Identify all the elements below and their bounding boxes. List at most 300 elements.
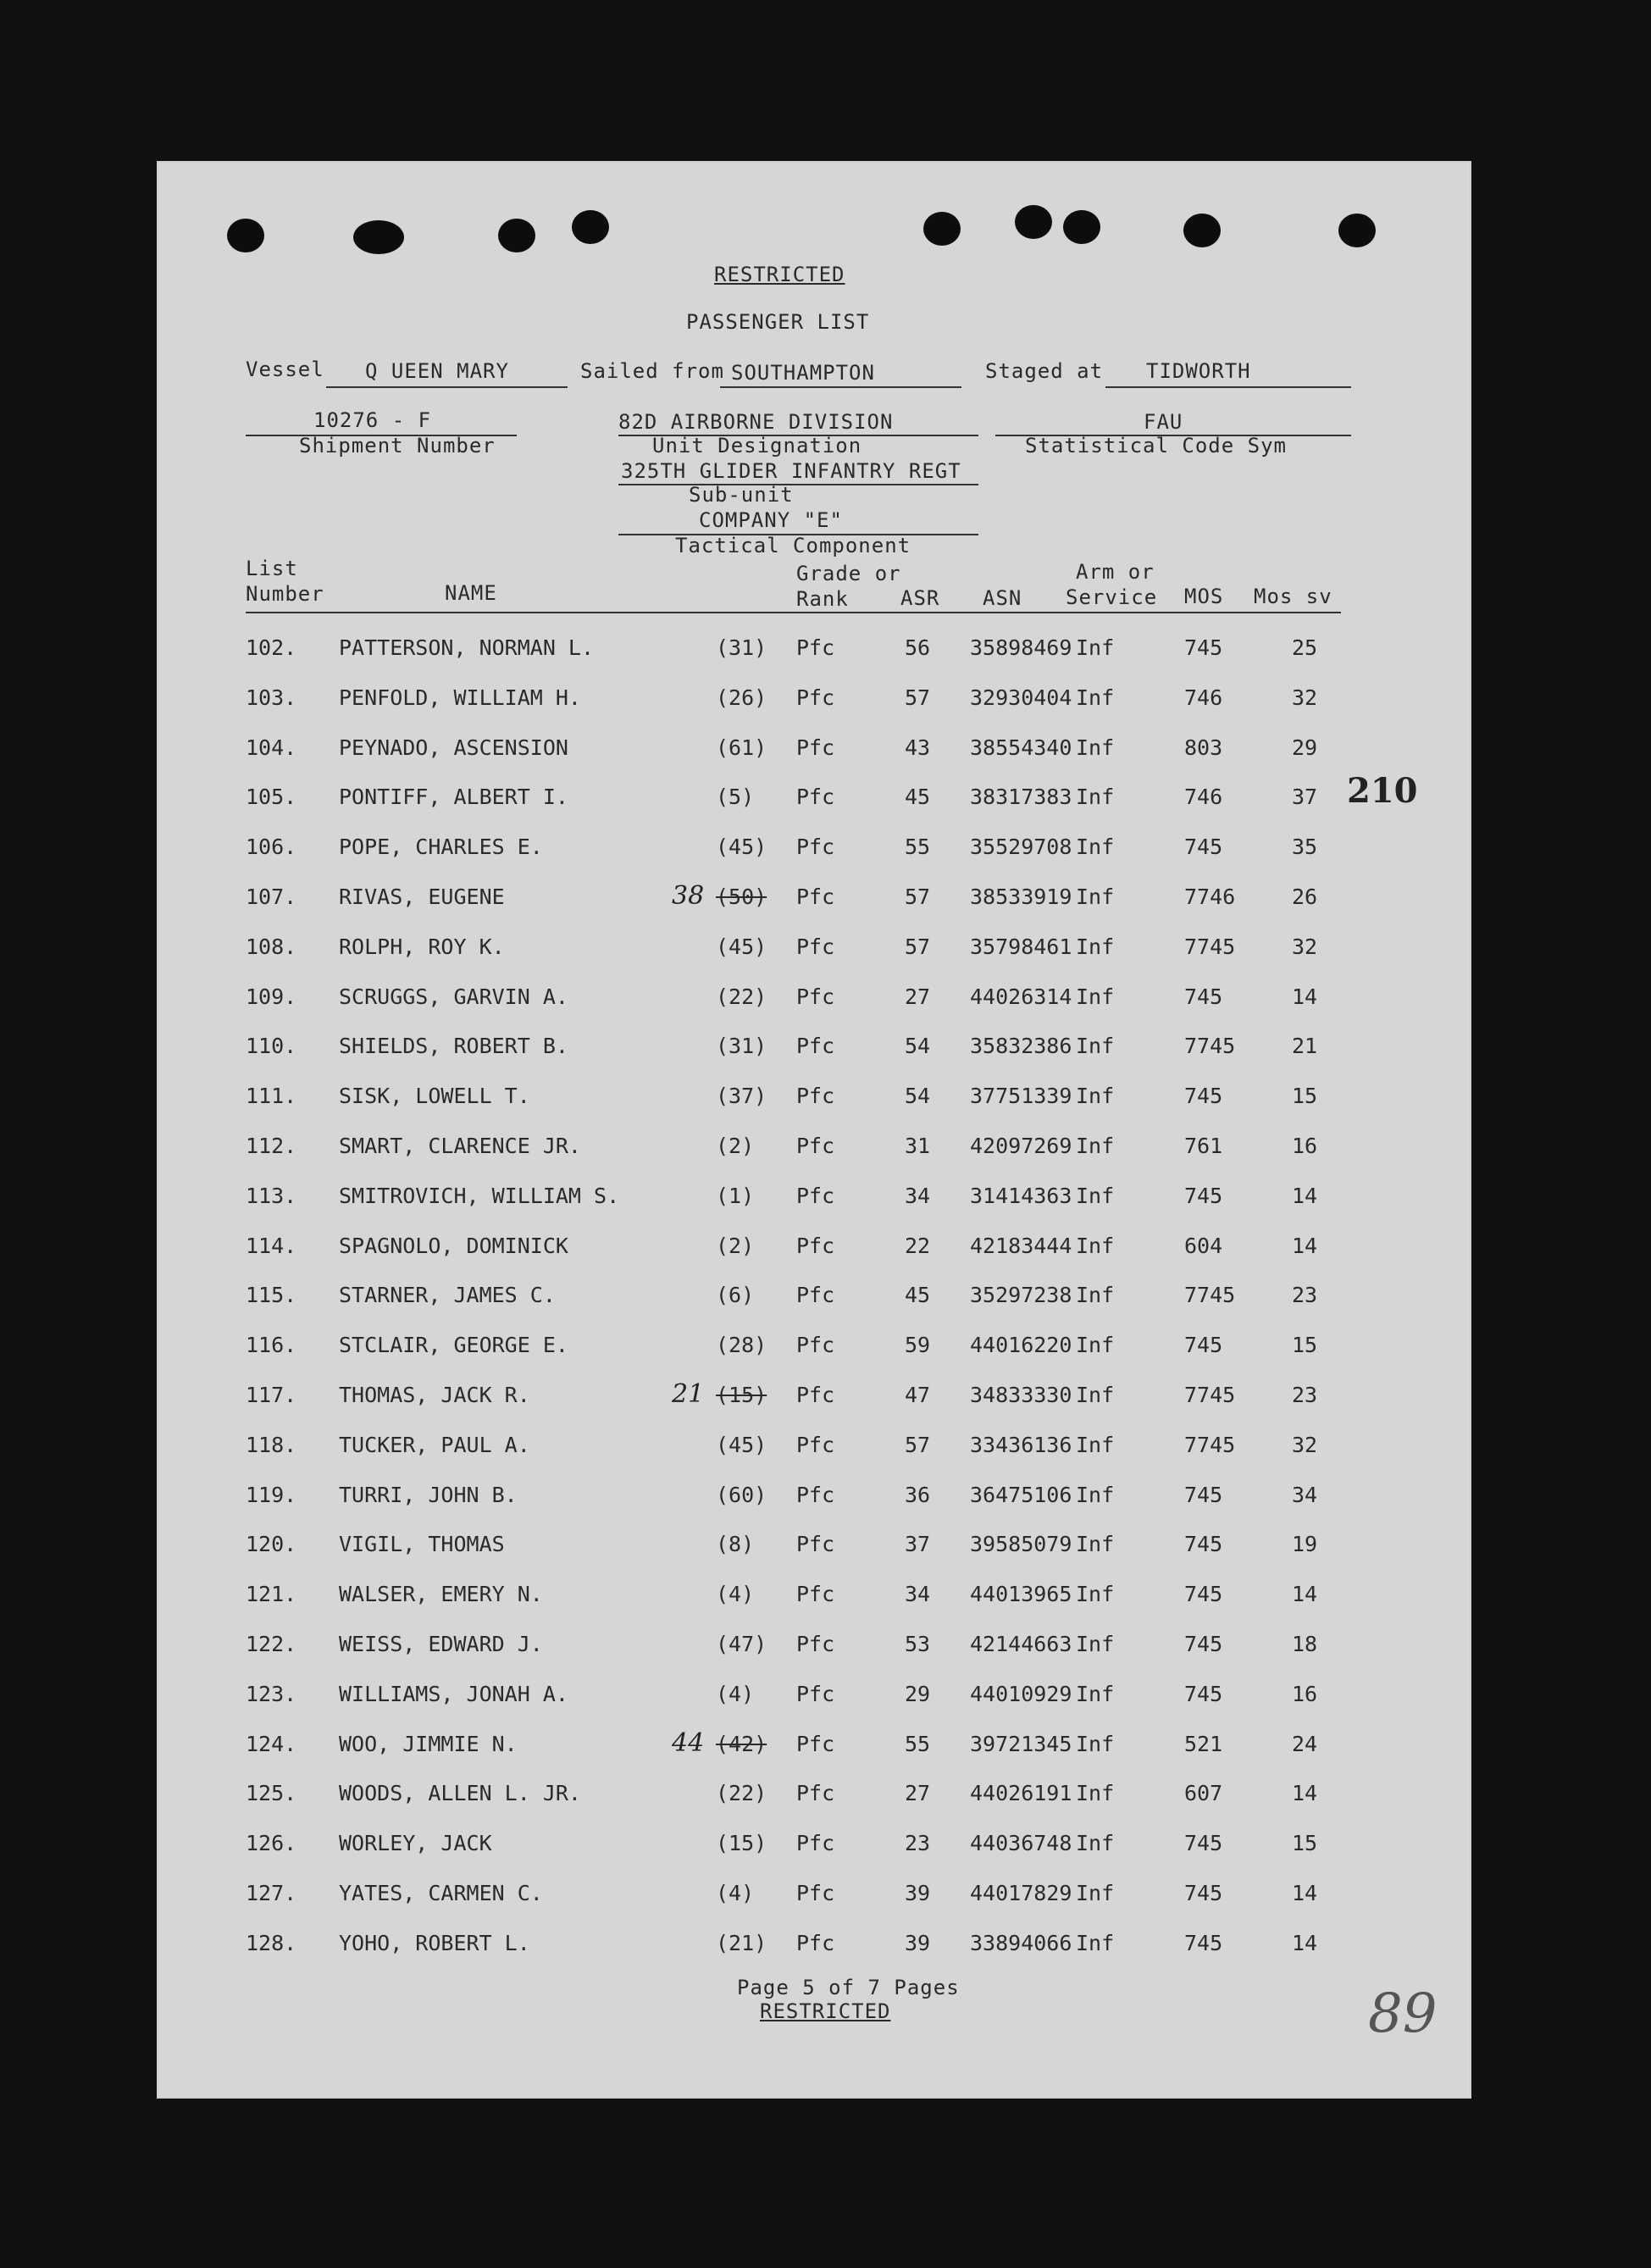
code-number: (22) [716,1781,767,1805]
asn: 31414363 [970,1184,1072,1208]
passenger-name: SPAGNOLO, DOMINICK [339,1234,568,1258]
rank: Pfc [796,934,835,959]
asn: 35898469 [970,635,1072,660]
code-number: (5) [716,785,755,809]
asn: 39585079 [970,1532,1072,1556]
arm-service: Inf [1076,1084,1115,1108]
asn: 42097269 [970,1134,1072,1158]
rank: Pfc [796,1931,835,1955]
asr: 39 [905,1931,931,1955]
mos: 7745 [1184,1433,1236,1457]
code-number: (4) [716,1682,755,1706]
table-row [157,1184,1471,1217]
asr: 45 [905,1283,931,1307]
table-row [157,1134,1471,1167]
asr: 55 [905,835,931,859]
code-number: (31) [716,635,767,660]
punch-hole [353,220,404,254]
subunit-label: Sub-unit [689,483,794,507]
asn: 44026314 [970,984,1072,1009]
table-row [157,984,1471,1018]
asr: 57 [905,685,931,710]
col-name: NAME [445,581,497,605]
mos: 745 [1184,1831,1223,1855]
arm-service: Inf [1076,785,1115,809]
code-number: (26) [716,685,767,710]
vessel-label: Vessel [246,358,324,381]
header-rule [246,612,1341,613]
mos: 746 [1184,785,1223,809]
asr: 47 [905,1383,931,1407]
col-arm-label: Arm or [1076,560,1155,584]
table-row [157,1084,1471,1117]
mos-sv: 15 [1292,1084,1318,1108]
staged-underline [1105,386,1351,388]
arm-service: Inf [1076,1632,1115,1656]
col-number-label: Number [246,582,324,606]
restricted-top: RESTRICTED [714,263,845,286]
asr: 29 [905,1682,931,1706]
code-number: (50) [716,884,767,909]
mos: 607 [1184,1781,1223,1805]
mos-sv: 26 [1292,884,1318,909]
arm-service: Inf [1076,1881,1115,1905]
mos-sv: 25 [1292,635,1318,660]
table-row [157,1483,1471,1517]
rank: Pfc [796,1283,835,1307]
asn: 33894066 [970,1931,1072,1955]
arm-service: Inf [1076,635,1115,660]
asr: 43 [905,735,931,760]
asn: 44017829 [970,1881,1072,1905]
passenger-name: ROLPH, ROY K. [339,934,505,959]
col-mos: MOS [1184,585,1224,608]
mos-sv: 14 [1292,1881,1318,1905]
list-number: 127. [246,1881,297,1905]
arm-service: Inf [1076,835,1115,859]
staged-value: TIDWORTH [1146,359,1251,383]
list-number: 125. [246,1781,297,1805]
asr: 39 [905,1881,931,1905]
table-row [157,881,1471,918]
list-number: 107. [246,884,297,909]
punch-hole [923,212,961,246]
table-row [157,635,1471,669]
list-number: 108. [246,934,297,959]
arm-service: Inf [1076,1532,1115,1556]
list-number: 120. [246,1532,297,1556]
code-number: (45) [716,1433,767,1457]
code-number: (60) [716,1483,767,1507]
handwritten-correction: 44 [672,1728,705,1758]
passenger-name: PEYNADO, ASCENSION [339,735,568,760]
arm-service: Inf [1076,685,1115,710]
punch-hole [498,219,535,252]
mos-sv: 14 [1292,1931,1318,1955]
col-rank-label: Rank [796,587,849,611]
asr: 36 [905,1483,931,1507]
code-number: (21) [716,1931,767,1955]
asr: 54 [905,1084,931,1108]
rank: Pfc [796,1333,835,1357]
rank: Pfc [796,1034,835,1058]
arm-service: Inf [1076,1781,1115,1805]
side-number: 210 [1347,771,1418,811]
mos: 7745 [1184,1034,1236,1058]
punch-hole [572,210,609,244]
passenger-name: WORLEY, JACK [339,1831,492,1855]
arm-service: Inf [1076,1034,1115,1058]
rank: Pfc [796,1184,835,1208]
asn: 37751339 [970,1084,1072,1108]
asn: 44010929 [970,1682,1072,1706]
rank: Pfc [796,1134,835,1158]
code-number: (61) [716,735,767,760]
asr: 23 [905,1831,931,1855]
tactical-component-value: COMPANY "E" [699,508,843,532]
arm-service: Inf [1076,1283,1115,1307]
sailed-underline [720,386,961,388]
tactical-component-label: Tactical Component [675,534,911,557]
list-number: 121. [246,1582,297,1606]
mos-sv: 32 [1292,934,1318,959]
arm-service: Inf [1076,1333,1115,1357]
mos-sv: 19 [1292,1532,1318,1556]
table-row [157,1034,1471,1067]
passenger-name: PONTIFF, ALBERT I. [339,785,568,809]
mos: 521 [1184,1732,1223,1756]
rank: Pfc [796,735,835,760]
code-number: (45) [716,835,767,859]
mos-sv: 14 [1292,1184,1318,1208]
shipment-number: 10276 - F [313,408,432,432]
col-grade [796,561,901,612]
code-number: (42) [716,1732,767,1756]
statistical-code-label: Statistical Code Sym [1025,434,1287,457]
table-row [157,1234,1471,1267]
passenger-name: SMART, CLARENCE JR. [339,1134,581,1158]
mos-sv: 15 [1292,1831,1318,1855]
passenger-name: WILLIAMS, JONAH A. [339,1682,568,1706]
table-row [157,1379,1471,1417]
arm-service: Inf [1076,1433,1115,1457]
subunit-underline [618,484,978,485]
col-service-label: Service [1066,585,1158,609]
handwritten-page-number: 89 [1368,1982,1438,2045]
rank: Pfc [796,984,835,1009]
passenger-name: TUCKER, PAUL A. [339,1433,530,1457]
asr: 45 [905,785,931,809]
rank: Pfc [796,835,835,859]
statistical-code-value: FAU [1144,410,1183,434]
passenger-name: SHIELDS, ROBERT B. [339,1034,568,1058]
passenger-name: TURRI, JOHN B. [339,1483,518,1507]
list-number: 123. [246,1682,297,1706]
mos: 745 [1184,984,1223,1009]
mos: 745 [1184,1184,1223,1208]
table-row [157,1781,1471,1815]
punch-hole [227,219,264,252]
col-grade-label: Grade or [796,562,901,585]
table-row [157,1582,1471,1616]
asr: 27 [905,984,931,1009]
shipment-label: Shipment Number [299,434,496,457]
mos-sv: 37 [1292,785,1318,809]
passenger-name: STCLAIR, GEORGE E. [339,1333,568,1357]
rank: Pfc [796,884,835,909]
asn: 38554340 [970,735,1072,760]
passenger-name: STARNER, JAMES C. [339,1283,556,1307]
asn: 35798461 [970,934,1072,959]
rank: Pfc [796,1881,835,1905]
mos: 803 [1184,735,1223,760]
col-asr: ASR [900,586,940,610]
mos: 745 [1184,1084,1223,1108]
asn: 44036748 [970,1831,1072,1855]
asn: 44016220 [970,1333,1072,1357]
list-number: 102. [246,635,297,660]
arm-service: Inf [1076,1184,1115,1208]
asr: 34 [905,1582,931,1606]
rank: Pfc [796,1682,835,1706]
code-number: (8) [716,1532,755,1556]
mos: 745 [1184,1931,1223,1955]
asr: 57 [905,884,931,909]
mos-sv: 34 [1292,1483,1318,1507]
rank: Pfc [796,785,835,809]
asr: 59 [905,1333,931,1357]
code-number: (37) [716,1084,767,1108]
code-number: (22) [716,984,767,1009]
table-row [157,1931,1471,1965]
asn: 32930404 [970,685,1072,710]
mos-sv: 14 [1292,1234,1318,1258]
mos-sv: 15 [1292,1333,1318,1357]
list-number: 117. [246,1383,297,1407]
list-number: 103. [246,685,297,710]
arm-service: Inf [1076,1383,1115,1407]
mos-sv: 29 [1292,735,1318,760]
list-number: 111. [246,1084,297,1108]
table-row [157,785,1471,818]
code-number: (15) [716,1831,767,1855]
passenger-name: PATTERSON, NORMAN L. [339,635,595,660]
rank: Pfc [796,1632,835,1656]
list-number: 114. [246,1234,297,1258]
mos: 7746 [1184,884,1236,909]
punch-hole [1063,210,1100,244]
mos: 7745 [1184,1283,1236,1307]
passenger-name: RIVAS, EUGENE [339,884,505,909]
passenger-name: YOHO, ROBERT L. [339,1931,530,1955]
mos-sv: 16 [1292,1134,1318,1158]
passenger-name: SMITROVICH, WILLIAM S. [339,1184,620,1208]
asr: 27 [905,1781,931,1805]
col-list-label: List [246,557,298,580]
passenger-name: WOO, JIMMIE N. [339,1732,518,1756]
subunit-value: 325TH GLIDER INFANTRY REGT [621,459,961,483]
page-indicator: Page 5 of 7 Pages [737,1976,960,1999]
list-number: 113. [246,1184,297,1208]
mos: 604 [1184,1234,1223,1258]
passenger-name: WEISS, EDWARD J. [339,1632,543,1656]
asr: 37 [905,1532,931,1556]
mos-sv: 16 [1292,1682,1318,1706]
asn: 35297238 [970,1283,1072,1307]
code-number: (2) [716,1134,755,1158]
mos: 745 [1184,635,1223,660]
passenger-name: POPE, CHARLES E. [339,835,543,859]
list-number: 119. [246,1483,297,1507]
rank: Pfc [796,1781,835,1805]
unit-designation-label: Unit Designation [652,434,862,457]
rank: Pfc [796,1433,835,1457]
passenger-name: PENFOLD, WILLIAM H. [339,685,581,710]
asr: 57 [905,934,931,959]
list-number: 106. [246,835,297,859]
mos-sv: 18 [1292,1632,1318,1656]
mos: 745 [1184,1881,1223,1905]
sailed-label: Sailed from [580,359,724,383]
code-number: (47) [716,1632,767,1656]
asn: 39721345 [970,1732,1072,1756]
mos-sv: 32 [1292,1433,1318,1457]
mos-sv: 14 [1292,984,1318,1009]
arm-service: Inf [1076,884,1115,909]
asn: 33436136 [970,1433,1072,1457]
asn: 42183444 [970,1234,1072,1258]
asr: 31 [905,1134,931,1158]
rank: Pfc [796,1532,835,1556]
asr: 34 [905,1184,931,1208]
rank: Pfc [796,1831,835,1855]
mos: 745 [1184,1682,1223,1706]
list-number: 115. [246,1283,297,1307]
asr: 53 [905,1632,931,1656]
staged-label: Staged at [985,359,1104,383]
asr: 54 [905,1034,931,1058]
arm-service: Inf [1076,1582,1115,1606]
code-number: (4) [716,1582,755,1606]
arm-service: Inf [1076,1732,1115,1756]
asn: 44026191 [970,1781,1072,1805]
col-list-number [246,556,324,607]
code-number: (28) [716,1333,767,1357]
list-number: 109. [246,984,297,1009]
table-row [157,735,1471,769]
code-number: (6) [716,1283,755,1307]
table-row [157,1283,1471,1317]
passenger-name: YATES, CARMEN C. [339,1881,543,1905]
table-row [157,685,1471,719]
asn: 44013965 [970,1582,1072,1606]
list-number: 104. [246,735,297,760]
mos: 745 [1184,1582,1223,1606]
asn: 34833330 [970,1383,1072,1407]
document-page [157,161,1471,2099]
table-row [157,934,1471,968]
document-title: PASSENGER LIST [686,310,870,334]
code-number: (2) [716,1234,755,1258]
rank: Pfc [796,1732,835,1756]
table-row [157,1632,1471,1666]
unit-designation-value: 82D AIRBORNE DIVISION [618,410,894,434]
mos-sv: 32 [1292,685,1318,710]
mos: 745 [1184,1632,1223,1656]
passenger-name: SCRUGGS, GARVIN A. [339,984,568,1009]
asn: 35529708 [970,835,1072,859]
asr: 55 [905,1732,931,1756]
arm-service: Inf [1076,1931,1115,1955]
sailed-value: SOUTHAMPTON [731,361,875,385]
table-row [157,1682,1471,1716]
arm-service: Inf [1076,1134,1115,1158]
list-number: 126. [246,1831,297,1855]
restricted-bottom: RESTRICTED [760,1999,891,2023]
mos-sv: 24 [1292,1732,1318,1756]
table-row [157,1532,1471,1566]
punch-hole [1183,213,1221,247]
list-number: 110. [246,1034,297,1058]
mos-sv: 23 [1292,1383,1318,1407]
rank: Pfc [796,1483,835,1507]
passenger-name: THOMAS, JACK R. [339,1383,530,1407]
table-row [157,1881,1471,1915]
arm-service: Inf [1076,1682,1115,1706]
arm-service: Inf [1076,1483,1115,1507]
asn: 38533919 [970,884,1072,909]
rank: Pfc [796,685,835,710]
mos: 745 [1184,1483,1223,1507]
arm-service: Inf [1076,984,1115,1009]
handwritten-correction: 21 [672,1379,705,1409]
rank: Pfc [796,1234,835,1258]
list-number: 122. [246,1632,297,1656]
vessel-underline [326,386,568,388]
code-number: (1) [716,1184,755,1208]
code-number: (31) [716,1034,767,1058]
asn: 35832386 [970,1034,1072,1058]
arm-service: Inf [1076,1831,1115,1855]
mos-sv: 35 [1292,835,1318,859]
mos: 745 [1184,1333,1223,1357]
arm-service: Inf [1076,934,1115,959]
passenger-name: VIGIL, THOMAS [339,1532,505,1556]
asr: 57 [905,1433,931,1457]
mos: 761 [1184,1134,1223,1158]
mos-sv: 14 [1292,1781,1318,1805]
handwritten-correction: 38 [672,881,705,911]
mos: 7745 [1184,934,1236,959]
list-number: 118. [246,1433,297,1457]
asn: 38317383 [970,785,1072,809]
asr: 22 [905,1234,931,1258]
asr: 56 [905,635,931,660]
mos-sv: 23 [1292,1283,1318,1307]
mos: 745 [1184,1532,1223,1556]
list-number: 112. [246,1134,297,1158]
table-row [157,835,1471,868]
rank: Pfc [796,1084,835,1108]
rank: Pfc [796,635,835,660]
asn: 42144663 [970,1632,1072,1656]
col-asn: ASN [983,586,1022,610]
arm-service: Inf [1076,1234,1115,1258]
mos: 746 [1184,685,1223,710]
punch-hole [1338,213,1376,247]
vessel-value: Q UEEN MARY [365,359,509,383]
table-row [157,1831,1471,1865]
